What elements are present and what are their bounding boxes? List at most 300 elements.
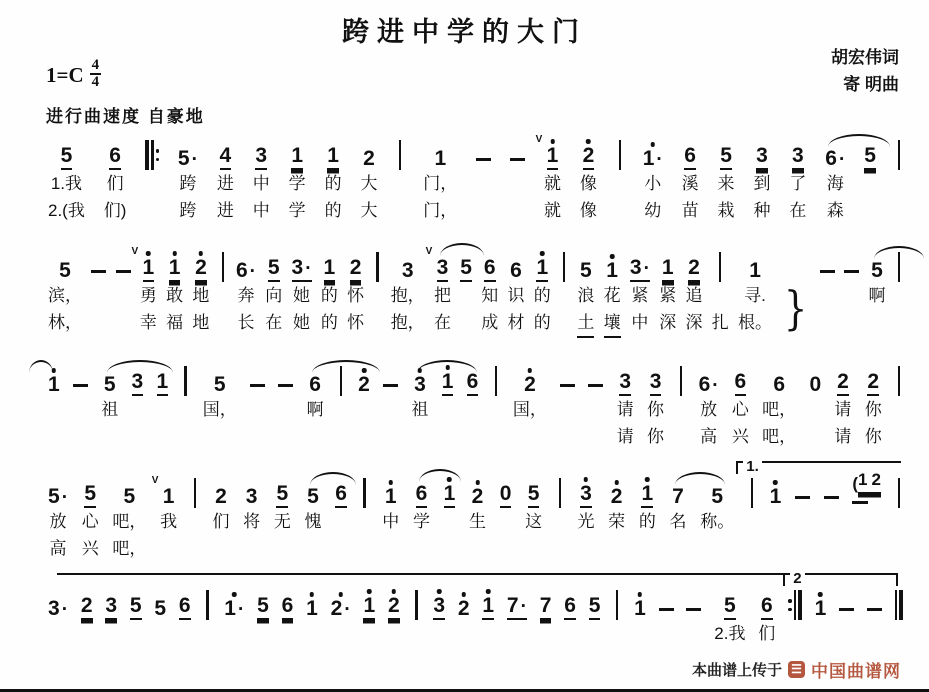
note-column bbox=[564, 586, 576, 647]
lyric-syllable: 你 bbox=[864, 400, 882, 419]
note-column bbox=[179, 586, 191, 647]
note bbox=[630, 257, 650, 282]
music-system-4 bbox=[48, 458, 903, 562]
note-column bbox=[358, 362, 370, 450]
lyric-syllable: 名 bbox=[669, 512, 687, 531]
note-digit: 5 bbox=[257, 594, 269, 617]
barline-mark bbox=[680, 366, 682, 396]
note-column bbox=[224, 586, 244, 647]
lyric-syllable: 高 bbox=[700, 427, 718, 446]
dash-mark bbox=[73, 384, 88, 387]
music-system-3 bbox=[48, 362, 903, 450]
octave-dot bbox=[610, 254, 615, 259]
lyric-syllable: 学 bbox=[288, 201, 306, 220]
note-column bbox=[762, 362, 796, 450]
note bbox=[335, 483, 347, 508]
note-column bbox=[834, 362, 851, 450]
note bbox=[268, 257, 280, 282]
lyric-syllable: 追 bbox=[685, 286, 703, 305]
lyric-syllable: 的 bbox=[533, 286, 551, 305]
note bbox=[507, 595, 527, 620]
lyric-syllable: 像 bbox=[579, 174, 597, 193]
note-digit: 5 bbox=[460, 256, 472, 279]
note-digit: 2 bbox=[330, 597, 343, 620]
lyric-syllable: 学 bbox=[288, 174, 306, 193]
note-digit: 6 bbox=[281, 594, 294, 617]
note-column bbox=[476, 136, 491, 224]
lyric-syllable: 幼 bbox=[644, 201, 662, 220]
note-column bbox=[795, 474, 810, 562]
lyric-syllable: 的 bbox=[533, 313, 551, 332]
note-digit: 3 bbox=[619, 370, 632, 393]
lyric-syllable: 吧， bbox=[112, 539, 147, 558]
key-signature bbox=[46, 57, 101, 90]
note bbox=[195, 257, 207, 282]
note-column bbox=[48, 586, 68, 647]
note-digit: 3 bbox=[433, 594, 446, 617]
note-column bbox=[820, 248, 835, 336]
note bbox=[255, 145, 267, 170]
note-digit: 0 bbox=[499, 482, 512, 505]
note-digit: 3 bbox=[629, 256, 642, 279]
lyric-syllable: 学 bbox=[412, 512, 430, 531]
dash-mark bbox=[560, 384, 575, 387]
note bbox=[48, 598, 68, 620]
bar-column bbox=[145, 136, 159, 224]
augmentation-dot: · bbox=[344, 599, 351, 620]
note bbox=[388, 595, 400, 620]
dash-mark bbox=[116, 270, 131, 273]
note bbox=[442, 371, 454, 396]
note-digit: 6 bbox=[734, 370, 747, 393]
note-digit: 3 bbox=[255, 144, 268, 167]
lyric-syllable: 国， bbox=[512, 400, 547, 419]
lyric-syllable: 中 bbox=[252, 174, 270, 193]
dash-mark bbox=[588, 384, 603, 387]
note bbox=[81, 595, 93, 620]
lyric-syllable: 寻. bbox=[744, 286, 766, 305]
barline-mark bbox=[415, 590, 417, 620]
note bbox=[131, 246, 155, 282]
octave-dot bbox=[818, 592, 823, 597]
barline-mark bbox=[559, 478, 561, 508]
lyric-syllable: 深 bbox=[659, 313, 677, 332]
note-column bbox=[411, 362, 428, 450]
note-column bbox=[839, 586, 854, 647]
note-column bbox=[203, 362, 237, 450]
note-digit: 2 bbox=[582, 144, 595, 167]
lyric-syllable: 进 bbox=[216, 201, 234, 220]
note-digit: 2 bbox=[867, 370, 880, 393]
note-column bbox=[700, 474, 734, 562]
bar-column bbox=[560, 248, 568, 336]
octave-dot bbox=[362, 368, 367, 373]
note-column bbox=[289, 136, 306, 224]
barline-mark bbox=[399, 140, 401, 170]
octave-dot bbox=[389, 480, 394, 485]
note-digit: 5 bbox=[84, 482, 97, 505]
note-digit: 6 bbox=[335, 482, 347, 505]
note bbox=[619, 371, 631, 396]
note-column bbox=[824, 474, 839, 562]
lyric-syllable: 愧 bbox=[304, 512, 322, 531]
note bbox=[643, 148, 663, 170]
barline-mark bbox=[895, 590, 903, 620]
note bbox=[770, 486, 782, 508]
note-digit: 2 bbox=[457, 597, 470, 620]
barline-mark bbox=[719, 252, 721, 282]
note-column bbox=[321, 248, 338, 336]
note bbox=[179, 595, 191, 620]
lyric-syllable: 1.我 bbox=[50, 174, 83, 193]
barline-mark bbox=[898, 478, 900, 508]
note bbox=[414, 374, 426, 396]
note-column bbox=[265, 248, 282, 336]
augmentation-dot: · bbox=[249, 261, 256, 282]
note-digit: 5 bbox=[588, 594, 601, 617]
note-column bbox=[48, 136, 85, 224]
note bbox=[510, 260, 522, 282]
slur-arc-icon bbox=[312, 360, 380, 373]
note bbox=[864, 145, 876, 170]
lyric-syllable: 吧， bbox=[112, 512, 147, 531]
augmentation-dot: · bbox=[61, 487, 69, 508]
note bbox=[178, 148, 198, 170]
note-column bbox=[132, 362, 144, 450]
barline-mark bbox=[145, 140, 159, 170]
note-column bbox=[192, 248, 209, 336]
note bbox=[688, 257, 700, 282]
note-column bbox=[154, 586, 166, 647]
note-column bbox=[685, 248, 702, 336]
lyric-syllable: 大 bbox=[360, 174, 378, 193]
lyricist-credit: 胡宏伟词 bbox=[831, 48, 899, 67]
note bbox=[524, 374, 536, 396]
note bbox=[699, 374, 719, 396]
note-column bbox=[307, 362, 324, 450]
octave-dot bbox=[445, 365, 450, 370]
lyric-syllable: 向 bbox=[265, 286, 283, 305]
note-digit: 6 bbox=[760, 594, 773, 617]
lyric-syllable: 怀 bbox=[347, 313, 365, 332]
barline-mark bbox=[184, 366, 186, 396]
note-digit: 6 bbox=[309, 373, 321, 396]
note-column bbox=[151, 474, 178, 562]
lyric-syllable: 根。 bbox=[738, 313, 773, 332]
note-column bbox=[442, 362, 454, 450]
lyric-syllable: 这 bbox=[525, 512, 543, 531]
octave-dot bbox=[338, 592, 343, 597]
note-column bbox=[388, 586, 400, 647]
note bbox=[291, 145, 303, 170]
rest-note bbox=[809, 374, 821, 396]
augmentation-dot: · bbox=[191, 149, 198, 170]
octave-dot bbox=[584, 477, 589, 482]
note-digit: 2 bbox=[80, 594, 93, 617]
lyric-syllable: 2.(我 bbox=[48, 201, 85, 220]
note-column bbox=[617, 362, 634, 450]
note-digit: 3 bbox=[792, 144, 804, 167]
note-digit: 6 bbox=[466, 370, 479, 393]
note-column bbox=[48, 474, 68, 562]
music-system-5 bbox=[48, 570, 903, 647]
note-digit: 2 bbox=[195, 256, 207, 279]
note-column bbox=[112, 474, 146, 562]
bar-column bbox=[373, 248, 381, 336]
note-column bbox=[73, 362, 88, 450]
note bbox=[756, 145, 768, 170]
note-digit: 6 bbox=[684, 144, 696, 167]
lyric-syllable: 像 bbox=[579, 201, 597, 220]
note bbox=[84, 483, 96, 508]
lyric-syllable: 的 bbox=[320, 313, 338, 332]
note-digit: 3 bbox=[414, 373, 426, 396]
breath-mark-icon: V bbox=[425, 246, 433, 257]
note-digit: 1 bbox=[536, 256, 549, 279]
note-digit: 1 bbox=[482, 594, 495, 617]
lyric-syllable: 在 bbox=[789, 201, 807, 220]
breath-mark-icon: V bbox=[535, 134, 543, 145]
footer-prefix: 本曲谱上传于 bbox=[691, 662, 782, 679]
augmentation-dot: · bbox=[520, 596, 527, 617]
augmentation-dot: · bbox=[838, 149, 846, 170]
octave-dot bbox=[310, 592, 315, 597]
lyric-syllable: 我 bbox=[160, 512, 178, 531]
barline-mark bbox=[619, 140, 621, 170]
note bbox=[214, 374, 226, 396]
note bbox=[536, 257, 548, 282]
lyric-syllable: 知 bbox=[481, 286, 499, 305]
lyric-syllable: 你 bbox=[647, 427, 665, 446]
note-column bbox=[166, 248, 183, 336]
note bbox=[402, 260, 414, 282]
barline-mark bbox=[495, 366, 497, 396]
note-digit: 6 bbox=[510, 259, 522, 282]
note-digit: 0 bbox=[809, 373, 822, 396]
note-column bbox=[325, 136, 342, 224]
note-column bbox=[157, 362, 169, 450]
note-digit: 2 bbox=[871, 470, 881, 489]
dash-mark bbox=[250, 384, 265, 387]
lyric-syllable: 光 bbox=[577, 512, 595, 531]
note-digit: 5 bbox=[871, 259, 883, 282]
brace-column bbox=[781, 248, 810, 333]
note-column bbox=[659, 586, 674, 647]
note-column bbox=[423, 136, 457, 224]
dash-mark bbox=[839, 608, 854, 611]
barline-mark bbox=[751, 478, 753, 508]
lyric-syllable: 就 bbox=[544, 201, 561, 220]
note-column bbox=[659, 248, 676, 336]
note-column bbox=[91, 248, 106, 336]
dash-mark bbox=[844, 270, 859, 273]
bar-column bbox=[203, 586, 211, 647]
lyric-syllable: 地 bbox=[192, 313, 210, 332]
volta-label: 1. bbox=[743, 459, 762, 474]
bar-column bbox=[556, 474, 564, 562]
note-column bbox=[282, 586, 294, 647]
note bbox=[482, 595, 494, 620]
lyric-syllable: 放 bbox=[700, 400, 718, 419]
note bbox=[327, 145, 339, 170]
volta-bracket bbox=[783, 570, 898, 587]
paren-pickup-notes bbox=[852, 469, 881, 504]
note-digit: 1 bbox=[606, 259, 618, 282]
lyric-syllable: 你 bbox=[647, 400, 665, 419]
bar-column bbox=[616, 136, 624, 224]
octave-dot bbox=[645, 477, 650, 482]
dash-mark bbox=[278, 384, 293, 387]
lyric-syllable: 高 bbox=[49, 539, 67, 558]
note-digit: 5 bbox=[527, 482, 540, 505]
slur-arc-icon bbox=[310, 472, 356, 485]
lyric-syllable: 苗 bbox=[681, 201, 699, 220]
lyric-syllable: 到 bbox=[753, 174, 771, 193]
dash-mark bbox=[686, 608, 701, 611]
lyric-syllable: 心 bbox=[81, 512, 99, 531]
note-column bbox=[382, 474, 399, 562]
lyric-syllable: 啊 bbox=[868, 286, 886, 305]
lyric-syllable: 抱， bbox=[390, 313, 425, 332]
note-digit: 5 bbox=[267, 256, 280, 279]
bar-column bbox=[895, 362, 903, 450]
note-column bbox=[131, 246, 157, 336]
octave-dot bbox=[437, 589, 442, 594]
note-column bbox=[413, 474, 430, 562]
barline-mark bbox=[206, 590, 208, 620]
credits bbox=[831, 44, 899, 98]
octave-dot bbox=[638, 592, 643, 597]
note bbox=[309, 374, 321, 396]
octave-dot bbox=[528, 368, 533, 373]
note bbox=[583, 145, 595, 170]
lyric-syllable: 把 bbox=[433, 286, 451, 305]
note-digit: 5 bbox=[129, 594, 142, 617]
lyric-syllable: 就 bbox=[544, 174, 561, 193]
note-digit: 6 bbox=[483, 256, 496, 279]
note-column bbox=[825, 136, 845, 224]
note-digit: 1 bbox=[224, 597, 236, 620]
note bbox=[749, 260, 761, 282]
note-column bbox=[852, 470, 881, 562]
note-digit: 2 bbox=[688, 256, 700, 279]
note-column bbox=[513, 362, 547, 450]
note-digit: 1 bbox=[858, 470, 868, 489]
note-digit: 1 bbox=[384, 485, 397, 508]
lyric-syllable: 放 bbox=[49, 512, 67, 531]
note-column bbox=[360, 136, 377, 224]
lyric-syllable: 她 bbox=[293, 313, 311, 332]
barline-mark bbox=[376, 252, 378, 282]
note-digit: 1 bbox=[306, 597, 318, 620]
note bbox=[363, 595, 375, 620]
breath-mark-icon: V bbox=[131, 246, 139, 257]
note-column bbox=[540, 586, 552, 647]
note-column bbox=[212, 474, 229, 562]
note-digit: 2 bbox=[358, 373, 370, 396]
lyric-syllable: 壤 bbox=[604, 309, 621, 338]
note-digit: 5 bbox=[154, 597, 167, 620]
dash-mark bbox=[476, 158, 491, 161]
tie-arc-icon bbox=[29, 360, 53, 373]
lyric-syllable: 中 bbox=[252, 201, 270, 220]
augmentation-dot: · bbox=[712, 375, 719, 396]
note-column bbox=[105, 586, 117, 647]
note-column bbox=[508, 248, 525, 336]
note bbox=[220, 145, 232, 170]
lyric-syllable: 中 bbox=[631, 313, 649, 332]
note-column bbox=[809, 362, 821, 450]
music-system-2 bbox=[48, 248, 903, 338]
note-digit: 5 bbox=[213, 373, 226, 396]
octave-dot bbox=[367, 589, 372, 594]
barline-mark bbox=[616, 590, 618, 620]
note-digit: 1 bbox=[168, 256, 181, 279]
augmentation-dot: · bbox=[305, 258, 312, 279]
note-column bbox=[535, 134, 561, 224]
volta-label: 2 bbox=[790, 571, 804, 586]
octave-dot bbox=[146, 251, 151, 256]
note bbox=[331, 598, 351, 620]
note-digit: 1 bbox=[443, 482, 456, 505]
note bbox=[48, 374, 60, 396]
bar-column bbox=[895, 248, 903, 336]
note-digit: 7 bbox=[672, 485, 684, 508]
bar-column bbox=[677, 362, 685, 450]
note-column bbox=[48, 248, 82, 336]
lyric-syllable: 啊 bbox=[306, 400, 324, 419]
note-digit: 1 bbox=[546, 144, 559, 167]
note-digit: 1 bbox=[441, 370, 454, 393]
note bbox=[61, 145, 73, 170]
note-column bbox=[257, 586, 269, 647]
note-column bbox=[482, 586, 494, 647]
dash-mark bbox=[659, 608, 674, 611]
time-signature: $\frac{4}{4}$ bbox=[91, 57, 100, 90]
lyric-syllable: 请 bbox=[616, 427, 634, 446]
note bbox=[580, 483, 592, 508]
note-column bbox=[104, 136, 127, 224]
note-column bbox=[865, 362, 882, 450]
note-column bbox=[507, 586, 527, 647]
lyric-syllable: 你 bbox=[864, 427, 882, 446]
note-column bbox=[391, 248, 425, 336]
lyric-syllable: 大 bbox=[360, 201, 378, 220]
bar-column bbox=[895, 136, 903, 224]
barline-mark bbox=[898, 140, 900, 170]
octave-dot bbox=[447, 477, 452, 482]
barline-mark bbox=[222, 252, 224, 282]
augmentation-dot: · bbox=[643, 258, 650, 279]
lyric-syllable: 兴 bbox=[81, 539, 99, 558]
note bbox=[484, 257, 496, 282]
composer-credit: 寄 明曲 bbox=[843, 75, 899, 94]
note-digit: 3 bbox=[48, 597, 60, 620]
note-digit: 1 bbox=[162, 485, 175, 508]
note-digit: 1 bbox=[327, 144, 339, 167]
lyric-syllable: 门， bbox=[423, 174, 458, 193]
note-column bbox=[580, 136, 597, 224]
bar-column bbox=[748, 474, 756, 562]
note-digit: 5 bbox=[48, 485, 60, 508]
barline-mark bbox=[340, 366, 342, 396]
lyric-syllable: 请 bbox=[834, 427, 852, 446]
note-column bbox=[577, 474, 594, 562]
bar-column bbox=[181, 362, 189, 450]
footer-watermark bbox=[692, 657, 901, 682]
note bbox=[236, 260, 256, 282]
dash-mark bbox=[852, 501, 868, 504]
